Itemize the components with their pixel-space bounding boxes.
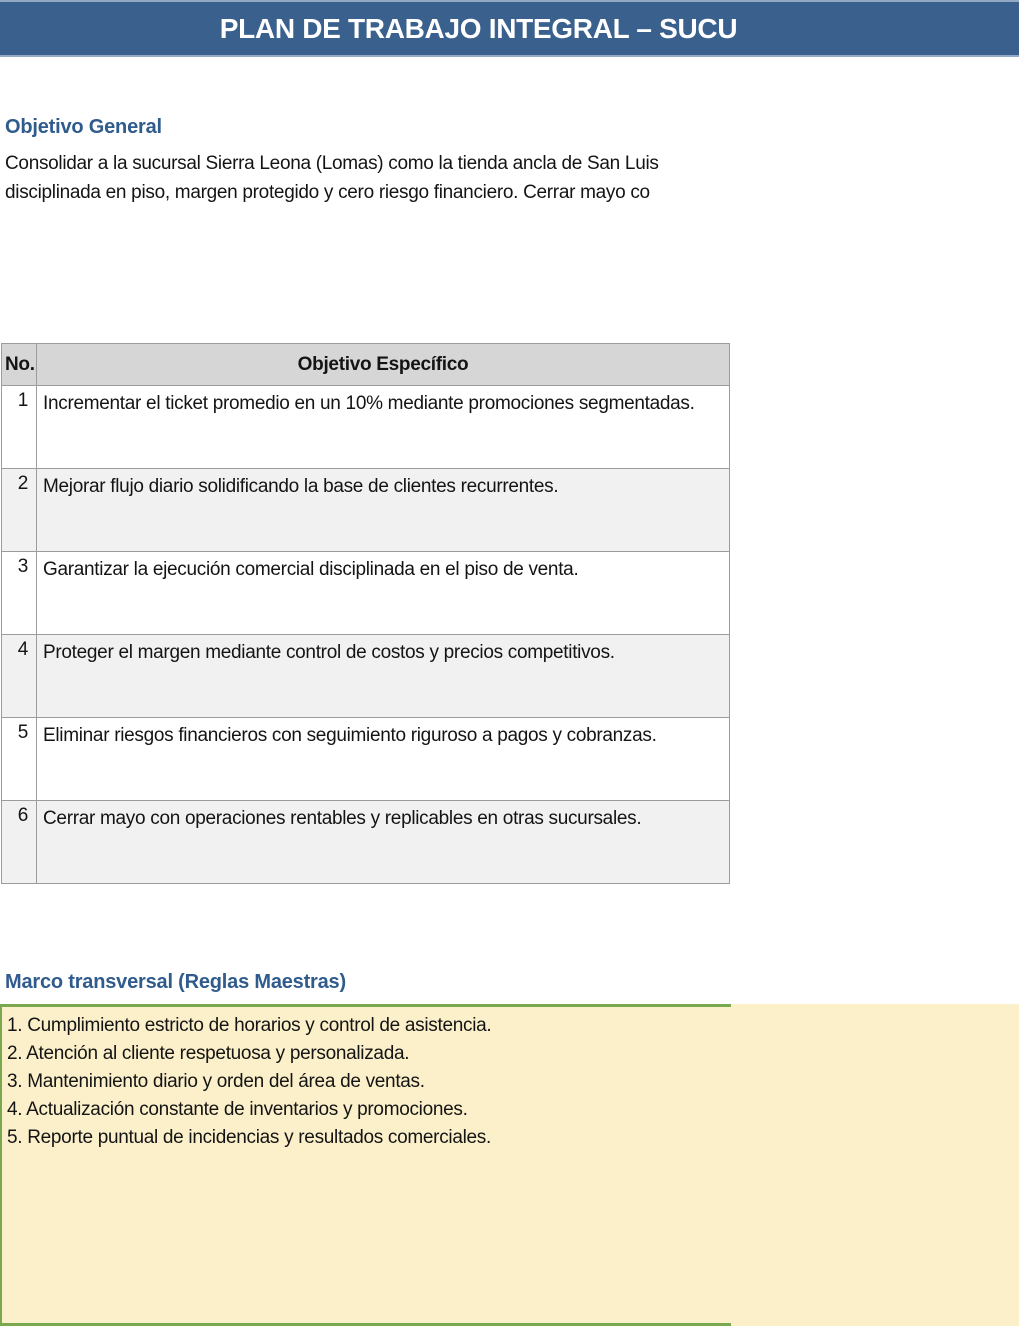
row-number-cell: 4 bbox=[2, 635, 37, 718]
objetivos-especificos-table bbox=[1, 343, 730, 884]
table-header-objetivo: Objetivo Específico bbox=[37, 344, 730, 386]
objetivo-cell: Garantizar la ejecución comercial disciplinada en el piso de venta. bbox=[37, 552, 730, 635]
reglas-maestras-list bbox=[7, 1012, 727, 1152]
rule-item: 5. Reporte puntual de incidencias y resultados comerciales. bbox=[7, 1127, 491, 1148]
objetivo-cell: Mejorar flujo diario solidificando la base de clientes recurrentes. bbox=[37, 469, 730, 552]
objetivo-cell: Proteger el margen mediante control de costos y precios competitivos. bbox=[37, 635, 730, 718]
row-number-cell: 6 bbox=[2, 801, 37, 884]
table-header-row bbox=[2, 344, 730, 386]
objetivo-cell: Cerrar mayo con operaciones rentables y replicables en otras sucursales. bbox=[37, 801, 730, 884]
objetivo-cell: Incrementar el ticket promedio en un 10% mediante promociones segmentadas. bbox=[37, 386, 730, 469]
table-row bbox=[2, 552, 730, 635]
page-title: PLAN DE TRABAJO INTEGRAL – SUCU bbox=[219, 13, 738, 44]
row-number-cell: 5 bbox=[2, 718, 37, 801]
objetivo-general-line: disciplinada en piso, margen protegido y cero riesgo financiero. Cerrar mayo co bbox=[5, 182, 650, 203]
objetivo-general-line: Consolidar a la sucursal Sierra Leona (Lomas) como la tienda ancla de San Luis bbox=[5, 153, 659, 174]
row-number-cell: 2 bbox=[2, 469, 37, 552]
objetivo-general-paragraph bbox=[5, 149, 742, 207]
table-row bbox=[2, 386, 730, 469]
row-number-cell: 1 bbox=[2, 386, 37, 469]
table-row bbox=[2, 801, 730, 884]
row-number-cell: 3 bbox=[2, 552, 37, 635]
rule-item: 1. Cumplimiento estricto de horarios y control de asistencia. bbox=[7, 1015, 492, 1036]
table-header-no: No. bbox=[2, 344, 37, 386]
reglas-maestras-box bbox=[0, 1004, 1019, 1326]
marco-transversal-heading: Marco transversal (Reglas Maestras) bbox=[5, 971, 346, 993]
objetivo-general-heading: Objetivo General bbox=[5, 116, 162, 138]
objetivo-cell: Eliminar riesgos financieros con seguimiento riguroso a pagos y cobranzas. bbox=[37, 718, 730, 801]
rule-item: 4. Actualización constante de inventarios y promociones. bbox=[7, 1099, 468, 1120]
table-row bbox=[2, 469, 730, 552]
rule-item: 2. Atención al cliente respetuosa y personalizada. bbox=[7, 1043, 410, 1064]
rule-item: 3. Mantenimiento diario y orden del área de ventas. bbox=[7, 1071, 425, 1092]
title-bar bbox=[0, 0, 1019, 57]
table-row bbox=[2, 635, 730, 718]
table-row bbox=[2, 718, 730, 801]
